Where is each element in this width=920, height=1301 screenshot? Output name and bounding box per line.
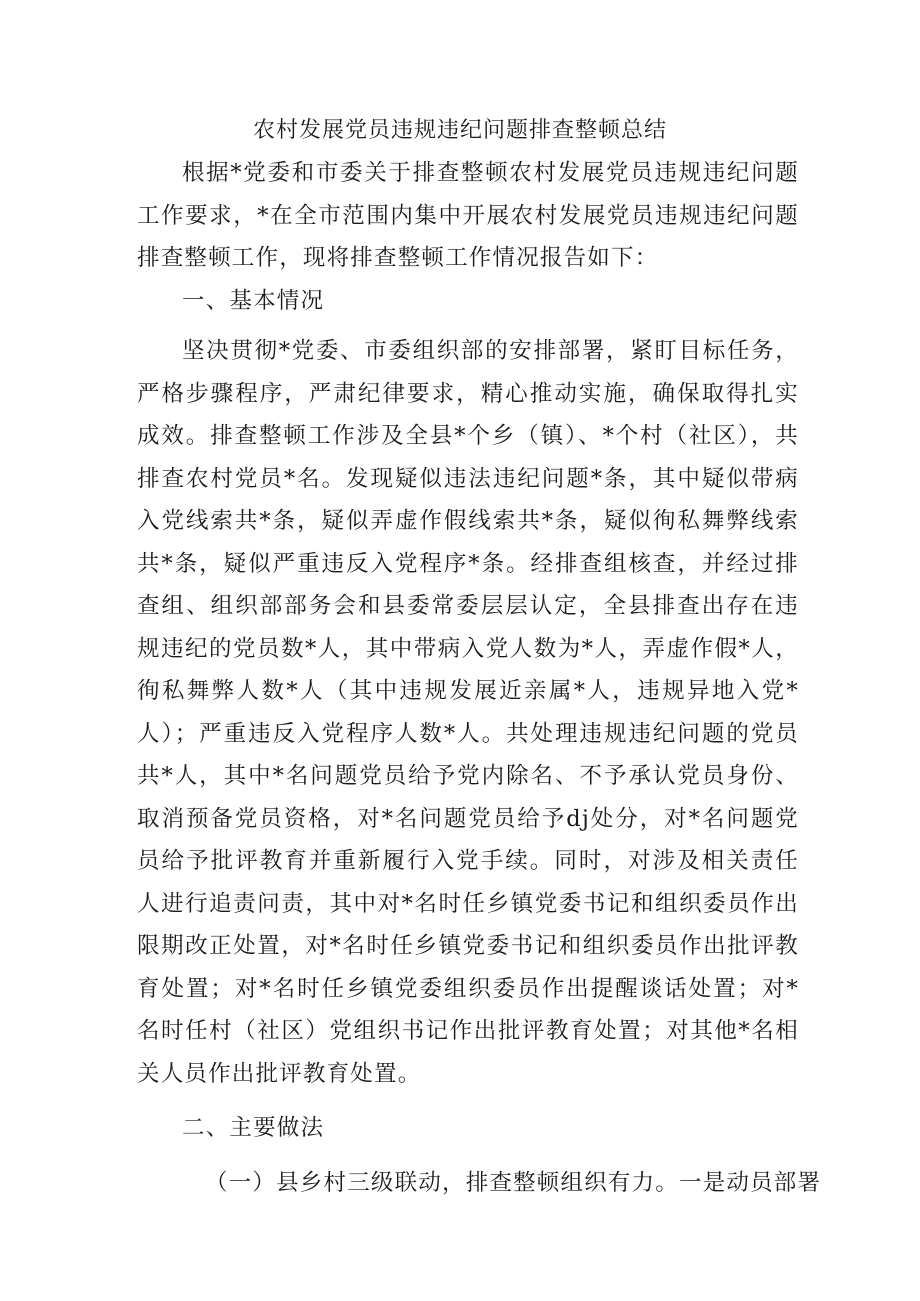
intro-paragraph: 根据*党委和市委关于排查整顿农村发展党员违规违纪问题工作要求，*在全市范围内集中开展农村发展党员违规违纪问题排查整顿工作，现将排查整顿工作情况报告如下：: [137, 160, 799, 271]
section-heading-main-practices: 二、主要做法: [182, 1115, 325, 1141]
section-heading-basic-situation: 一、基本情况: [182, 287, 325, 314]
main-practices-subsection-1: （一）县乡村三级联动，排查整顿组织有力。一是动员部署: [205, 1169, 822, 1196]
basic-situation-paragraph: 坚决贯彻*党委、市委组织部的安排部署，紧盯目标任务，严格步骤程序，严肃纪律要求，精心推动实施，确保取得扎实成效。排查整顿工作涉及全县*个乡（镇）、*个村（社区），共排查农村党员*名。发现疑似违法违纪问题*条，其中疑似带病入党线索共*条，疑似弄虚作假线索共*条，疑似徇私舞弊线索共*条，疑似严重违反入党程序*条。经排查组核查，并经过排查组、组织部部务会和县委常委层层认定，全县排查出存在违规违纪的党员数*人，其中带病入党人数为*人，弄虚作假*人，徇私舞弊人数*人（其中违规发展近亲属*人，违规异地入党*人）；严重违反入党程序人数*人。共处理违规违纪问题的党员共*人，其中*名问题党员给予党内除名、不予承认党员身份、取消预备党员资格，对*名问题党员给予dj处分，对*名问题党员给予批评教育并重新履行入党手续。同时，对涉及相关责任人进行追责问责，其中对*名时任乡镇党委书记和组织委员作出限期改正处置，对*名时任乡镇党委书记和组织委员作出批评教育处置；对*名时任乡镇党委组织委员作出提醒谈话处置；对*名时任村（社区）党组织书记作出批评教育处置；对其他*名相关人员作出批评教育处置。: [137, 338, 799, 1087]
document-title: 农村发展党员违规违纪问题排查整顿总结: [252, 118, 667, 143]
document-body: [137, 152, 822, 1204]
